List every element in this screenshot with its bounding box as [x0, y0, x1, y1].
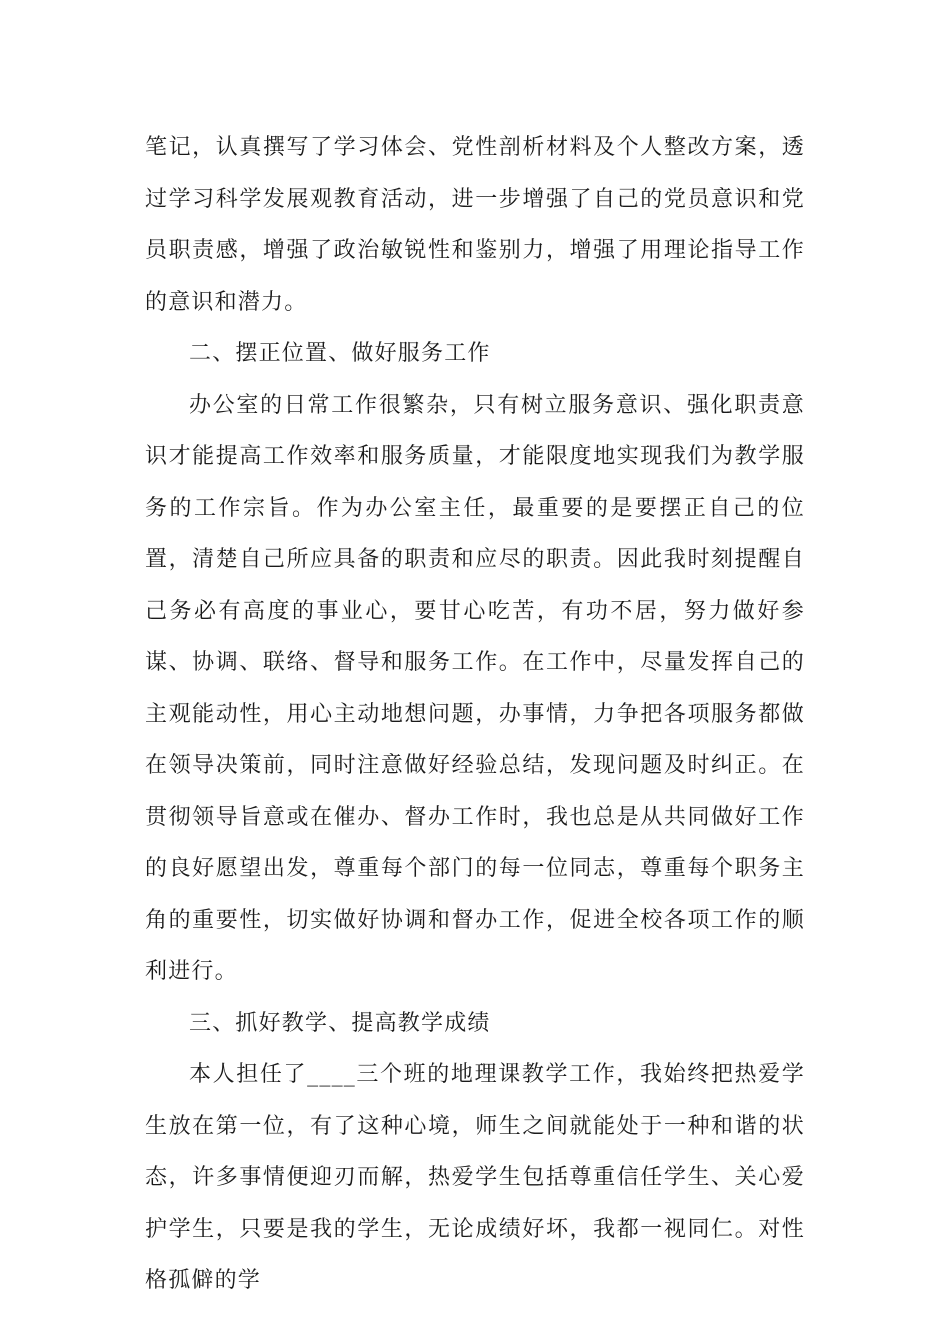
- paragraph-service-work: 办公室的日常工作很繁杂，只有树立服务意识、强化职责意识才能提高工作效率和服务质量，才能限度地实现我们为教学服务的工作宗旨。作为办公室主任，最重要的是要摆正自己的位置，清楚自己所应具备的职责和应尽的职责。因此我时刻提醒自己务必有高度的事业心，要甘心吃苦，有功不居，努力做好参谋、协调、联络、督导和服务工作。在工作中，尽量发挥自己的主观能动性，用心主动地想问题，办事情，力争把各项服务都做在领导决策前，同时注意做好经验总结，发现问题及时纠正。在贯彻领导旨意或在催办、督办工作时，我也总是从共同做好工作的良好愿望出发，尊重每个部门的每一位同志，尊重每个职务主角的重要性，切实做好协调和督办工作，促进全校各项工作的顺利进行。: [145, 392, 805, 984]
- section-heading-3: 三、抓好教学、提高教学成绩: [189, 1010, 491, 1036]
- paragraph-continued: 笔记，认真撰写了学习体会、党性剖析材料及个人整改方案，透过学习科学发展观教育活动，进一步增强了自己的党员意识和党员职责感，增强了政治敏锐性和鉴别力，增强了用理论指导工作的意识和潜力。: [145, 135, 805, 315]
- document-body: [145, 122, 805, 1307]
- section-heading-2: 二、摆正位置、做好服务工作: [189, 341, 491, 366]
- paragraph-teaching: 本人担任了____三个班的地理课教学工作，我始终把热爱学生放在第一位，有了这种心境，师生之间就能处于一种和谐的状态，许多事情便迎刃而解，热爱学生包括尊重信任学生、关心爱护学生，只要是我的学生，无论成绩好坏，我都一视同仁。对性格孤僻的学: [145, 1062, 805, 1293]
